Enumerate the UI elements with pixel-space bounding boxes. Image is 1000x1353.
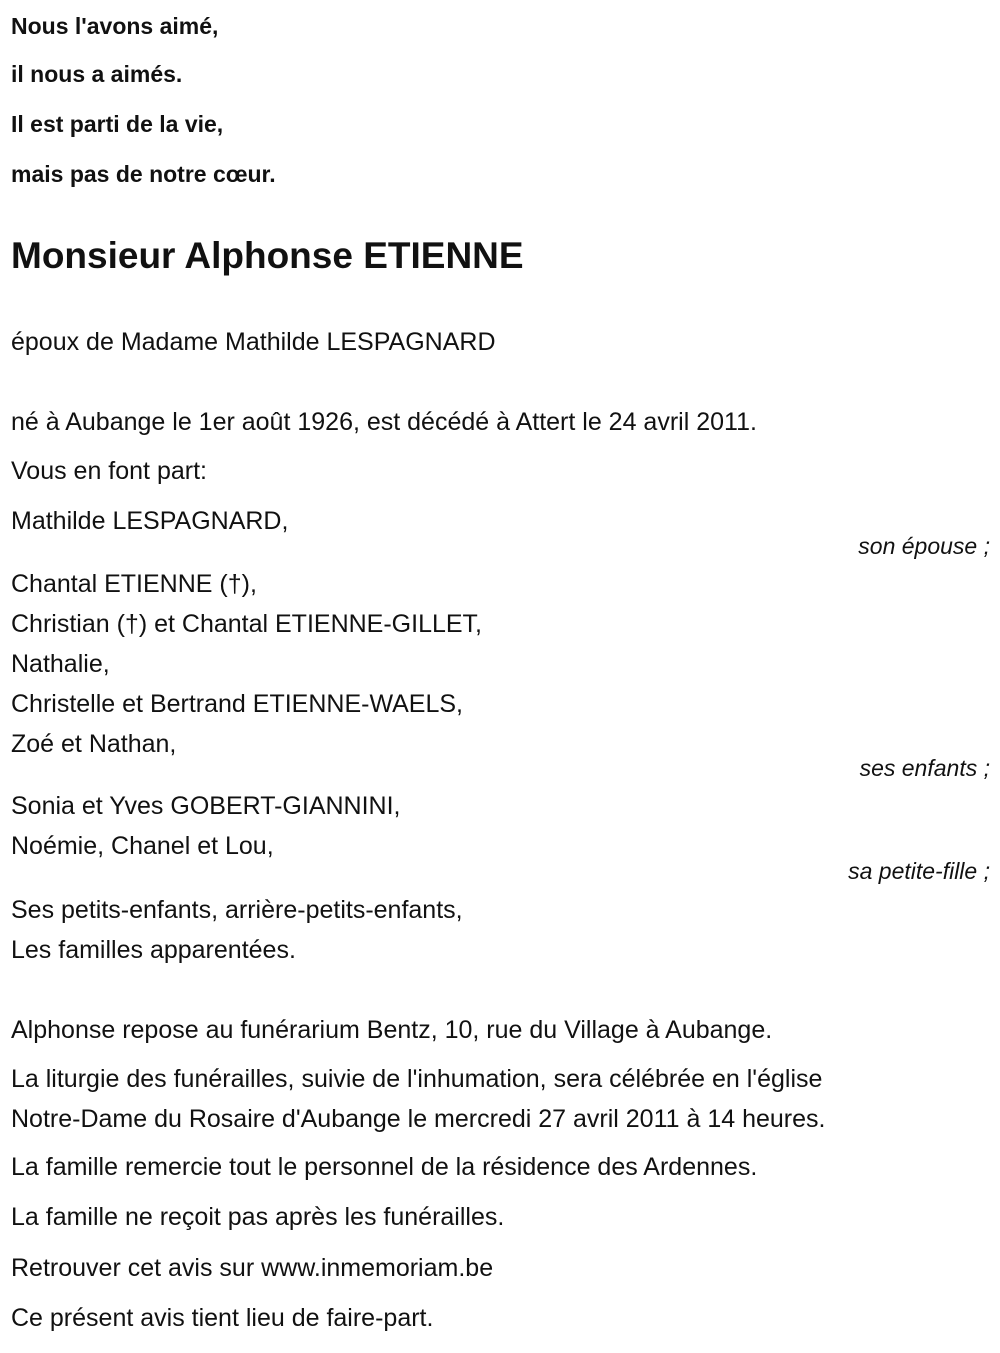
spouse-line: époux de Madame Mathilde LESPAGNARD (11, 328, 496, 356)
family-member: Noémie, Chanel et Lou, (11, 832, 274, 860)
info-line: Retrouver cet avis sur www.inmemoriam.be (11, 1254, 494, 1282)
birth-death-line: né à Aubange le 1er août 1926, est décédé à Attert le 24 avril 2011. (11, 408, 757, 436)
poem-line: il nous a aimés. (11, 61, 183, 87)
announce-line: Vous en font part: (11, 457, 207, 485)
family-member: Mathilde LESPAGNARD, (11, 507, 289, 535)
info-line: Alphonse repose au funérarium Bentz, 10, rue du Village à Aubange. (11, 1016, 773, 1044)
poem-line: Il est parti de la vie, (11, 111, 224, 137)
info-line: La famille remercie tout le personnel de la résidence des Ardennes. (11, 1153, 758, 1181)
family-member: Christian (†) et Chantal ETIENNE-GILLET, (11, 610, 482, 638)
info-line: Notre-Dame du Rosaire d'Aubange le mercredi 27 avril 2011 à 14 heures. (11, 1105, 826, 1133)
family-member: Ses petits-enfants, arrière-petits-enfants, (11, 896, 463, 924)
info-line: Ce présent avis tient lieu de faire-part. (11, 1304, 434, 1332)
family-member: Zoé et Nathan, (11, 730, 177, 758)
family-member: Christelle et Bertrand ETIENNE-WAELS, (11, 690, 463, 718)
info-line: La liturgie des funérailles, suivie de l'inhumation, sera célébrée en l'église (11, 1065, 823, 1093)
family-member: Nathalie, (11, 650, 110, 678)
family-member: Chantal ETIENNE (†), (11, 570, 257, 598)
family-member: Sonia et Yves GOBERT-GIANNINI, (11, 792, 401, 820)
poem-line: Nous l'avons aimé, (11, 13, 219, 39)
relation-label: son épouse ; (858, 533, 990, 559)
deceased-name-title: Monsieur Alphonse ETIENNE (11, 235, 524, 276)
info-line: La famille ne reçoit pas après les funérailles. (11, 1203, 505, 1231)
relation-label: ses enfants ; (859, 755, 990, 781)
poem-line: mais pas de notre cœur. (11, 161, 276, 187)
family-member: Les familles apparentées. (11, 936, 296, 964)
relation-label: sa petite-fille ; (848, 858, 990, 884)
